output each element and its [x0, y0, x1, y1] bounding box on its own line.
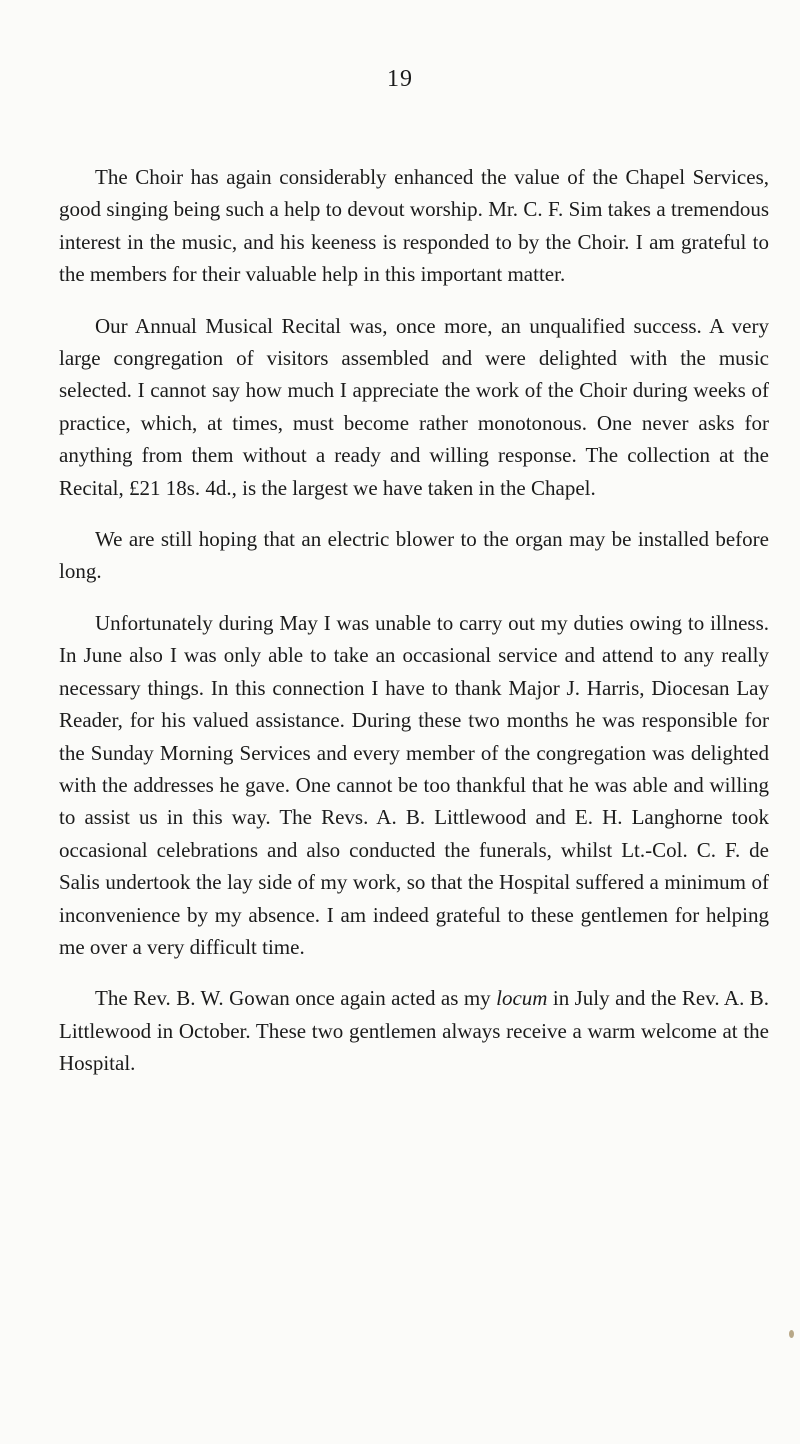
paragraph-choir: The Choir has again considerably enhanced the value of the Chapel Services, good singing being such a help to devout worship. Mr. C. F. Sim takes a tremendous interest in the music, and his keeness is responded to by the Choir. I am grateful to the members for their valuable help in this important matter. — [59, 165, 769, 287]
locum-text-before: The Rev. B. W. Gowan once again acted as my — [95, 986, 497, 1011]
page-edge-mark — [789, 1330, 794, 1338]
paragraph-locum — [59, 982, 769, 1079]
paragraph-recital: Our Annual Musical Recital was, once more, an unqualified success. A very large congregation of visitors assembled and were delighted with the music selected. I cannot say how much I appreciate the work of the Choir during weeks of practice, which, at times, must become rather monotonous. One never asks for anything from them without a ready and willing response. The collection at the Recital, £21 18s. 4d., is the largest we have taken in the Chapel. — [59, 313, 769, 500]
locum-italic: locum — [496, 986, 548, 1011]
paragraph-organ-blower: We are still hoping that an electric blower to the organ may be installed before long. — [59, 527, 769, 584]
document-body — [59, 161, 769, 1099]
locum-text-after: in July and the Rev. A. B. Littlewood in October. These two gentlemen always receive a warm welcome at the Hospital. — [59, 986, 770, 1076]
page-number: 19 — [387, 66, 413, 92]
paragraph-illness: Unfortunately during May I was unable to carry out my duties owing to illness. In June also I was only able to take an occasional service and attend to any really necessary things. In this connection I have to thank Major J. Harris, Diocesan Lay Reader, for his valued assistance. During these two months he was responsible for the Sunday Morning Services and every member of the congregation was delighted with the addresses he gave. One cannot be too thankful that he was able and willing to assist us in this way. The Revs. A. B. Littlewood and E. H. Langhorne took occasional celebrations and also conducted the funerals, whilst Lt.-Col. C. F. de Salis undertook the lay side of my work, so that the Hospital suffered a minimum of inconvenience by my absence. I am indeed grateful to these gentlemen for helping me over a very difficult time. — [59, 610, 769, 959]
